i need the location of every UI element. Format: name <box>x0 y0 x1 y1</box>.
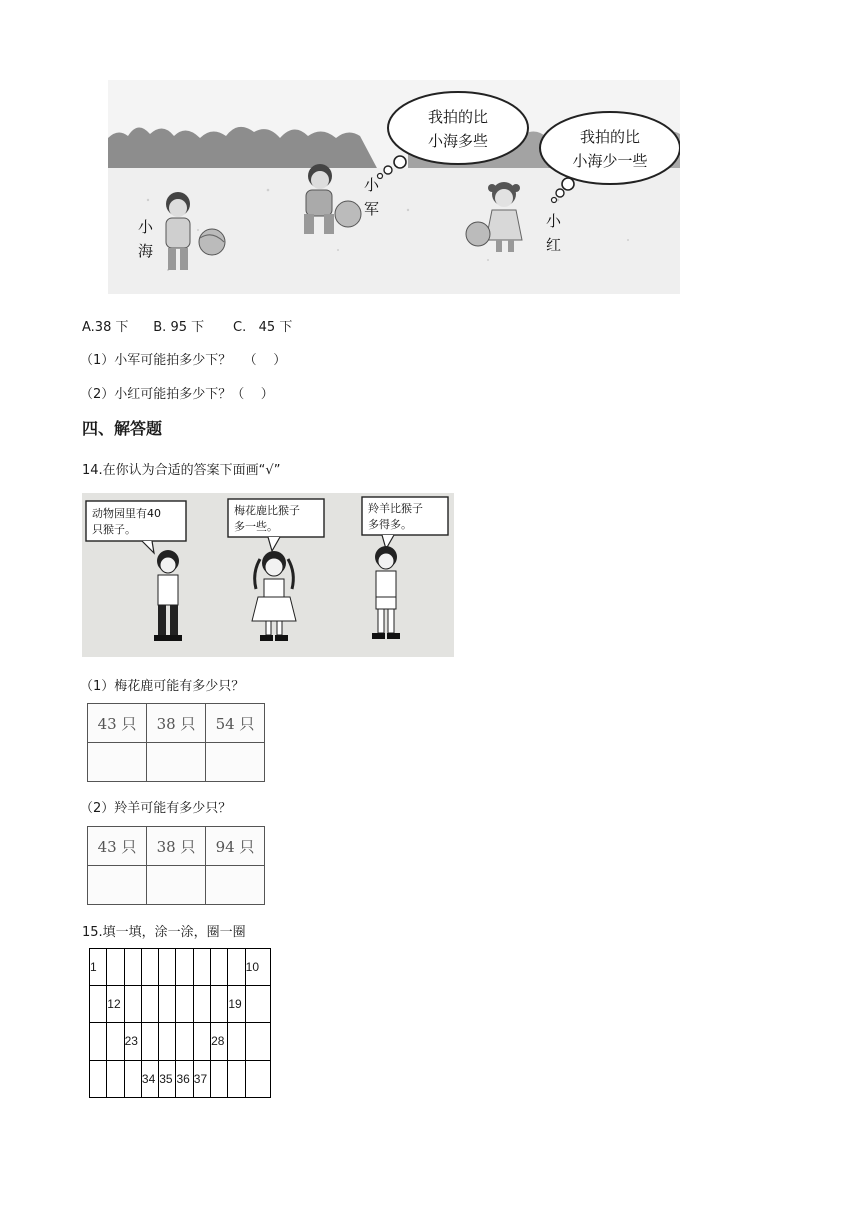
grid-cell[interactable]: 10 <box>245 949 270 986</box>
label-xiaohai-1: 小 <box>138 218 154 236</box>
grid-cell[interactable] <box>107 949 124 986</box>
speech3-line1: 羚羊比猴子 <box>368 502 423 515</box>
grid-cell[interactable] <box>211 986 228 1023</box>
grid-cell[interactable] <box>124 986 141 1023</box>
deer-option-3: 54 只 <box>206 704 265 743</box>
grid-cell[interactable] <box>141 949 158 986</box>
grid-cell[interactable]: 36 <box>176 1060 193 1097</box>
antelope-option-2: 38 只 <box>147 827 206 866</box>
speech2-line2: 多一些。 <box>234 520 278 533</box>
label-xiaojun-1: 小 <box>364 176 380 194</box>
antelope-answer-table <box>87 826 265 905</box>
grid-cell[interactable] <box>211 1060 228 1097</box>
grid-cell[interactable] <box>124 949 141 986</box>
grid-cell[interactable]: 34 <box>141 1060 158 1097</box>
number-grid <box>89 948 271 1098</box>
grid-cell[interactable]: 28 <box>211 1023 228 1060</box>
q14-sub1: （1）梅花鹿可能有多少只？ <box>80 679 245 694</box>
grid-cell[interactable]: 19 <box>228 986 245 1023</box>
grid-cell[interactable] <box>90 1023 107 1060</box>
speech1-line1: 动物园里有40 <box>92 507 161 520</box>
bubble-right-line1: 我拍的比 <box>579 128 641 146</box>
speech1-line2: 只猴子。 <box>92 523 136 536</box>
deer-answer-table <box>87 703 265 782</box>
bubble-left-line2: 小海多些 <box>427 132 489 150</box>
grid-cell[interactable] <box>90 986 107 1023</box>
speech3-line2: 多得多。 <box>368 518 412 531</box>
grid-cell[interactable] <box>124 1060 141 1097</box>
q13-sub2: （2）小红可能拍多少下？（ ） <box>80 387 274 402</box>
q14-title: 14.在你认为合适的答案下面画“√” <box>82 463 281 478</box>
bubble-right-line2: 小海少一些 <box>572 152 648 170</box>
grid-cell[interactable] <box>211 949 228 986</box>
grid-cell[interactable] <box>90 1060 107 1097</box>
q14-sub2: （2）羚羊可能有多少只？ <box>80 801 232 816</box>
grid-cell[interactable] <box>107 1060 124 1097</box>
antelope-check-cell-2[interactable] <box>147 866 206 905</box>
ball-bouncing-illustration <box>108 80 680 294</box>
grid-cell[interactable]: 1 <box>90 949 107 986</box>
grid-cell[interactable] <box>193 1023 210 1060</box>
grid-cell[interactable] <box>159 949 176 986</box>
grid-cell[interactable] <box>159 986 176 1023</box>
deer-check-cell-2[interactable] <box>147 743 206 782</box>
grid-cell[interactable] <box>193 986 210 1023</box>
grid-cell[interactable] <box>159 1023 176 1060</box>
label-xiaohong-1: 小 <box>546 212 562 230</box>
deer-option-2: 38 只 <box>147 704 206 743</box>
grid-cell[interactable] <box>193 949 210 986</box>
antelope-option-3: 94 只 <box>206 827 265 866</box>
speech2-line1: 梅花鹿比猴子 <box>234 504 300 517</box>
grid-cell[interactable] <box>176 986 193 1023</box>
deer-check-cell-3[interactable] <box>206 743 265 782</box>
q15-title: 15.填一填，涂一涂，圈一圈 <box>82 925 246 940</box>
grid-cell[interactable] <box>245 1023 270 1060</box>
label-xiaohong-2: 红 <box>546 236 562 254</box>
grid-cell[interactable] <box>176 949 193 986</box>
grid-cell[interactable] <box>245 1060 270 1097</box>
q13-sub1: （1）小军可能拍多少下？ （ ） <box>80 353 287 368</box>
grid-cell[interactable] <box>141 986 158 1023</box>
antelope-check-cell-1[interactable] <box>88 866 147 905</box>
grid-cell[interactable]: 37 <box>193 1060 210 1097</box>
label-xiaohai-2: 海 <box>138 242 154 260</box>
antelope-option-1: 43 只 <box>88 827 147 866</box>
grid-cell[interactable]: 12 <box>107 986 124 1023</box>
section-heading: 四、解答题 <box>82 419 163 438</box>
grid-cell[interactable] <box>176 1023 193 1060</box>
q13-options: A.38 下 B. 95 下 C. 45 下 <box>82 320 293 335</box>
deer-option-1: 43 只 <box>88 704 147 743</box>
antelope-check-cell-3[interactable] <box>206 866 265 905</box>
label-xiaojun-2: 军 <box>364 200 380 218</box>
grid-cell[interactable] <box>141 1023 158 1060</box>
grid-cell[interactable] <box>228 1023 245 1060</box>
grid-cell[interactable] <box>228 949 245 986</box>
deer-check-cell-1[interactable] <box>88 743 147 782</box>
bubble-left-line1: 我拍的比 <box>427 108 489 126</box>
grid-cell[interactable] <box>228 1060 245 1097</box>
grid-cell[interactable]: 23 <box>124 1023 141 1060</box>
zoo-dialogue-illustration <box>82 493 454 657</box>
grid-cell[interactable] <box>245 986 270 1023</box>
grid-cell[interactable]: 35 <box>159 1060 176 1097</box>
grid-cell[interactable] <box>107 1023 124 1060</box>
